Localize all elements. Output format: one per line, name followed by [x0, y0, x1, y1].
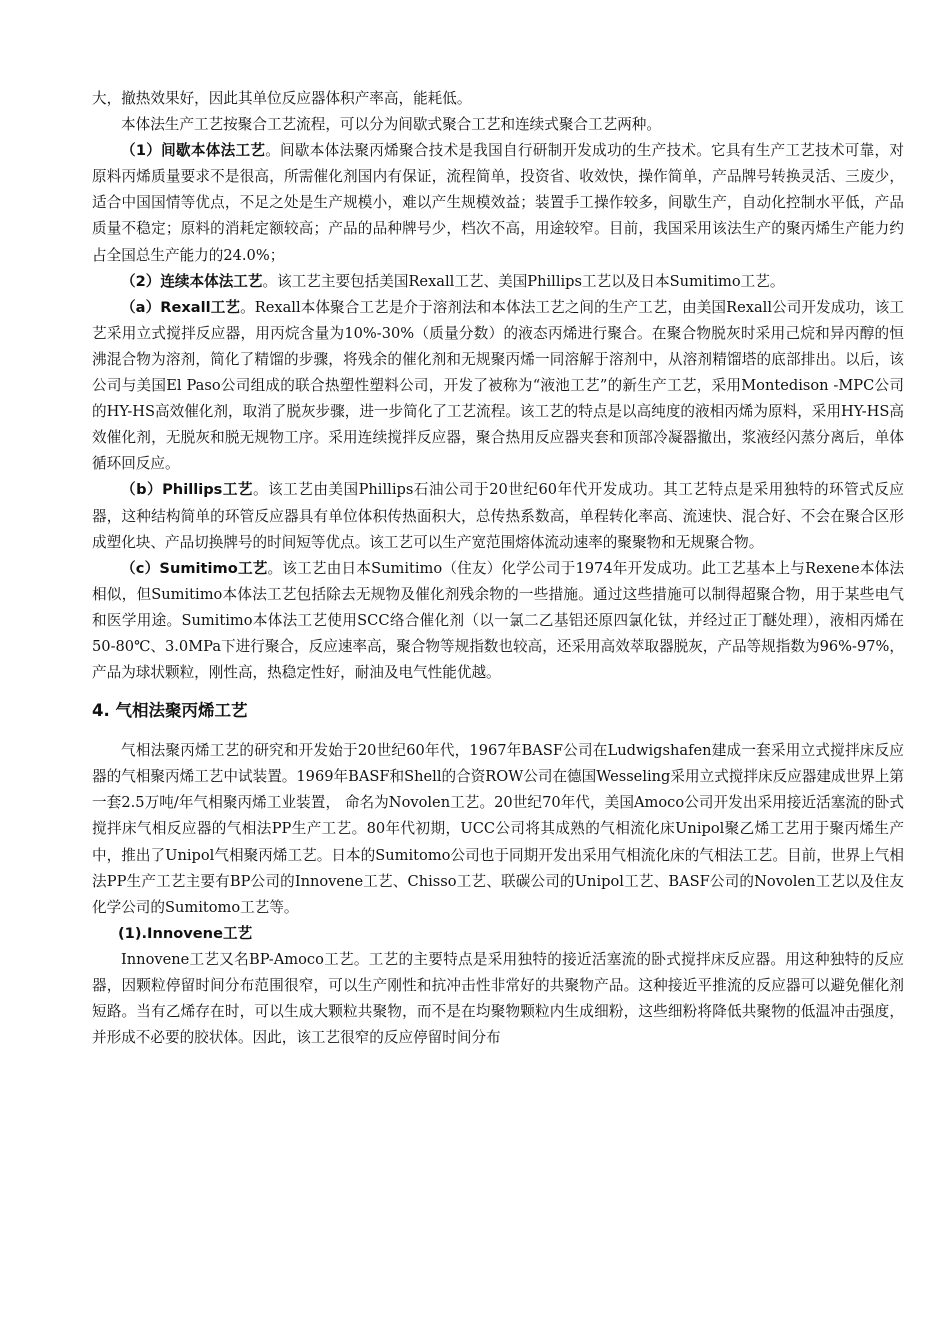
- paragraph-rexall-process: [92, 295, 904, 478]
- subheading-innovene: (1).Innovene工艺: [118, 924, 253, 942]
- paragraph-continuous-bulk-process: [92, 269, 904, 295]
- rexall-title: （a）Rexall工艺: [121, 298, 241, 316]
- paragraph-phillips-process: [92, 477, 904, 555]
- phillips-title: （b）Phillips工艺: [121, 481, 253, 499]
- paragraph-innovene-process: Innovene工艺又名BP-Amoco工艺。工艺的主要特点是采用独特的接近活塞流的卧式搅拌床反应器。用这种独特的反应器，因颗粒停留时间分布范围很窄，可以生产刚性和抗冲击性非常好的共聚物产品。这种接近平推流的反应器可以避免催化剂短路。当有乙烯存在时，可以生成大颗粒共聚物，而不是在均聚物颗粒内生成细粉，这些细粉将降低共聚物的低温冲击强度，并形成不必要的胶状体。因此，该工艺很窄的反应停留时间分布: [92, 950, 904, 1047]
- paragraph-bulk-process-intro: 本体法生产工艺按聚合工艺流程，可以分为间歇式聚合工艺和连续式聚合工艺两种。: [121, 116, 661, 134]
- sumitimo-title: （c）Sumitimo工艺: [121, 559, 268, 577]
- continuous-bulk-title: （2）连续本体法工艺: [121, 272, 263, 290]
- paragraph-continuation: 大，撤热效果好，因此其单位反应器体积产率高，能耗低。: [92, 90, 472, 107]
- rexall-body: 。Rexall本体聚合工艺是介于溶剂法和本体法工艺之间的生产工艺，由美国Rexall公司开发成功，该工艺采用立式搅拌反应器，用丙烷含量为10%-30%（质量分数）的液态丙烯进行聚合。在聚合物脱灰时采用己烷和异丙醇的恒沸混合物为溶剂，简化了精馏的步骤，将残余的催化剂和无规聚丙烯一同溶解于溶剂中，从溶剂精馏塔的底部排出。以后，该公司与美国El Paso公司组成的联合热塑性塑料公司，开发了被称为“液池工艺”的新生产工艺，采用Montedison -MPC公司的HY-HS高效催化剂，取消了脱灰步骤，进一步简化了工艺流程。该工艺的特点是以高纯度的液相丙烯为原料，采用HY-HS高效催化剂，无脱灰和脱无规物工序。采用连续搅拌反应器，聚合热用反应器夹套和顶部冷凝器撤出，浆液经闪蒸分离后，单体循环回反应。: [92, 298, 904, 473]
- continuous-bulk-body: 。该工艺主要包括美国Rexall工艺、美国Phillips工艺以及日本Sumitimo工艺。: [262, 272, 785, 290]
- paragraph-gas-phase-history: 气相法聚丙烯工艺的研究和开发始于20世纪60年代，1967年BASF公司在Ludwigshafen建成一套采用立式搅拌床反应器的气相聚丙烯工艺中试装置。1969年BASF和Shell的合资ROW公司在德国Wesseling采用立式搅拌床反应器建成世界上第一套2.5万吨/年气相聚丙烯工业装置， 命名为Novolen工艺。20世纪70年代，美国Amoco公司开发出采用接近活塞流的卧式搅拌床气相反应器的气相法PP生产工艺。80年代初期，UCC公司将其成熟的气相流化床Unipol聚乙烯工艺用于聚丙烯生产中，推出了Unipol气相聚丙烯工艺。日本的Sumitomo公司也于同期开发出采用气相流化床的气相法工艺。目前，世界上气相法PP生产工艺主要有BP公司的Innovene工艺、Chisso工艺、联碳公司的Unipol工艺、BASF公司的Novolen工艺以及住友化学公司的Sumitomo工艺等。: [92, 742, 904, 916]
- sumitimo-body: 。该工艺由日本Sumitimo（住友）化学公司于1974年开发成功。此工艺基本上与Rexene本体法相似，但Sumitimo本体法工艺包括除去无规物及催化剂残余物的一些措施。通过这些措施可以制得超聚合物，用于某些电气和医学用途。Sumitimo本体法工艺使用SCC络合催化剂（以一氯二乙基铝还原四氯化钛，并经过正丁醚处理），液相丙烯在50-80℃、3.0MPa下进行聚合，反应速率高，聚合物等规指数也较高，还采用高效萃取器脱灰，产品等规指数为96%-97%，产品为球状颗粒，刚性高，热稳定性好，耐油及电气性能优越。: [92, 559, 904, 682]
- paragraph-batch-bulk-process: [92, 138, 904, 268]
- batch-bulk-body: 。间歇本体法聚丙烯聚合技术是我国自行研制开发成功的生产技术。它具有生产工艺技术可靠，对原料丙烯质量要求不是很高，所需催化剂国内有保证，流程简单，投资省、收效快，操作简单，产品牌号转换灵活、三废少，适合中国国情等优点，不足之处是生产规模小，难以产生规模效益；装置手工操作较多，间歇生产，自动化控制水平低，产品质量不稳定；原料的消耗定额较高；产品的品种牌号少，档次不高，用途较窄。目前，我国采用该法生产的聚丙烯生产能力约占全国总生产能力的24.0%；: [92, 142, 904, 264]
- paragraph-sumitimo-process: [92, 556, 904, 686]
- section-heading-gas-phase: 4. 气相法聚丙烯工艺: [92, 701, 248, 721]
- batch-bulk-title: （1）间歇本体法工艺: [121, 142, 266, 160]
- phillips-body: 。该工艺由美国Phillips石油公司于20世纪60年代开发成功。其工艺特点是采用独特的环管式反应器，这种结构简单的环管反应器具有单位体积传热面积大，总传热系数高，单程转化率高、流速快、混合好、不会在聚合区形成塑化块、产品切换牌号的时间短等优点。该工艺可以生产宽范围熔体流动速率的聚聚物和无规聚合物。: [92, 481, 904, 551]
